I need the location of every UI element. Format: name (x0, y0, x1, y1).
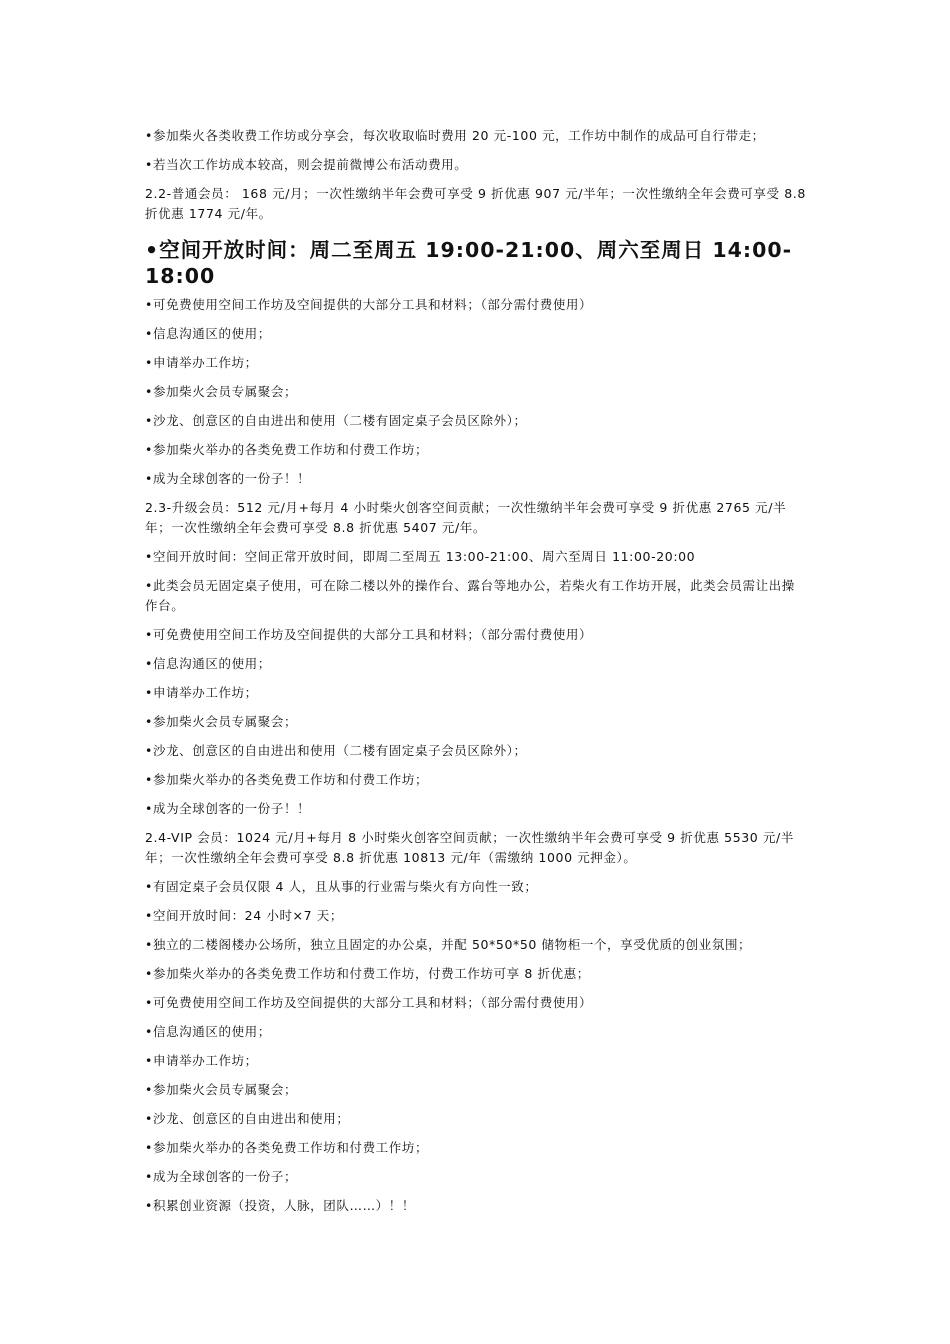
line-gap (145, 1013, 807, 1022)
paragraph-line: 2.4-VIP 会员：1024 元/月+每月 8 小时柴火创客空间贡献；一次性缴纳半年会费可享受 9 折优惠 5530 元/半年；一次性缴纳全年会费可享受 8.8 折优惠 10813 元/年（需缴纳 1000 元押金）。 (145, 830, 794, 865)
line-gap (145, 1042, 807, 1051)
paragraph-line: •参加柴火各类收费工作坊或分享会，每次收取临时费用 20 元-100 元，工作坊中制作的成品可自行带走； (145, 128, 765, 143)
line-gap (145, 431, 807, 440)
line-gap (145, 674, 807, 683)
paragraph-line: •参加柴火举办的各类免费工作坊和付费工作坊； (145, 1140, 429, 1155)
line-gap (145, 1100, 807, 1109)
paragraph-line: •可免费使用空间工作坊及空间提供的大部分工具和材料；（部分需付费使用） (145, 297, 593, 312)
paragraph-line: •参加柴火举办的各类免费工作坊和付费工作坊； (145, 772, 429, 787)
paragraph-line: •沙龙、创意区的自由进出和使用； (145, 1111, 350, 1126)
paragraph-line: •可免费使用空间工作坊及空间提供的大部分工具和材料；（部分需付费使用） (145, 995, 593, 1010)
paragraph-line: •参加柴火会员专属聚会； (145, 1082, 298, 1097)
paragraph-line: •成为全球创客的一份子！！ (145, 471, 311, 486)
paragraph-line: •信息沟通区的使用； (145, 656, 271, 671)
paragraph-line: •可免费使用空间工作坊及空间提供的大部分工具和材料；（部分需付费使用） (145, 627, 593, 642)
paragraph-line: •信息沟通区的使用； (145, 326, 271, 341)
paragraph-line: •有固定桌子会员仅限 4 人，且从事的行业需与柴火有方向性一致； (145, 879, 538, 894)
line-gap (145, 790, 807, 799)
paragraph-line: •独立的二楼阁楼办公场所，独立且固定的办公桌，并配 50*50*50 储物柜一个，享受优质的创业氛围； (145, 937, 752, 952)
paragraph-line: •沙龙、创意区的自由进出和使用（二楼有固定桌子会员区除外）； (145, 413, 527, 428)
paragraph-line: •参加柴火举办的各类免费工作坊和付费工作坊，付费工作坊可享 8 折优惠； (145, 966, 590, 981)
paragraph-line: •积累创业资源（投资，人脉，团队……）！！ (145, 1198, 415, 1213)
paragraph-line: •成为全球创客的一份子； (145, 1169, 298, 1184)
line-gap (145, 1071, 807, 1080)
line-gap (145, 224, 807, 233)
line-gap (145, 732, 807, 741)
paragraph-line: •参加柴火会员专属聚会； (145, 714, 298, 729)
line-gap (145, 926, 807, 935)
paragraph-line: 2.3-升级会员：512 元/月+每月 4 小时柴火创客空间贡献；一次性缴纳半年会费可享受 9 折优惠 2765 元/半年；一次性缴纳全年会费可享受 8.8 折优惠 5407 元/年。 (145, 500, 787, 535)
line-gap (145, 984, 807, 993)
line-gap (145, 616, 807, 625)
paragraph-line: 2.2-普通会员： 168 元/月；一次性缴纳半年会费可享受 9 折优惠 907 元/半年；一次性缴纳全年会费可享受 8.8 折优惠 1774 元/年。 (145, 186, 806, 221)
line-gap (145, 175, 807, 184)
line-gap (145, 460, 807, 469)
line-gap (145, 761, 807, 770)
paragraph-line: •申请举办工作坊； (145, 1053, 258, 1068)
line-gap (145, 538, 807, 547)
paragraph-line: •成为全球创客的一份子！！ (145, 801, 311, 816)
line-gap (145, 897, 807, 906)
paragraph-line: •参加柴火举办的各类免费工作坊和付费工作坊； (145, 442, 429, 457)
paragraph-line: •申请举办工作坊； (145, 355, 258, 370)
paragraph-line: •申请举办工作坊； (145, 685, 258, 700)
paragraph-line: •空间开放时间：24 小时×7 天； (145, 908, 343, 923)
line-gap (145, 1187, 807, 1196)
paragraph-line: •参加柴火会员专属聚会； (145, 384, 298, 399)
line-gap (145, 703, 807, 712)
line-gap (145, 402, 807, 411)
line-gap (145, 819, 807, 828)
line-gap (145, 146, 807, 155)
line-gap (145, 1129, 807, 1138)
section-heading: •空间开放时间：周二至周五 19:00-21:00、周六至周日 14:00-18:00 (145, 238, 793, 288)
line-gap (145, 1158, 807, 1167)
paragraph-line: •空间开放时间：空间正常开放时间，即周二至周五 13:00-21:00、周六至周日 11:00-20:00 (145, 549, 696, 564)
document-body (145, 126, 807, 1216)
line-gap (145, 344, 807, 353)
line-gap (145, 645, 807, 654)
line-gap (145, 567, 807, 576)
line-gap (145, 868, 807, 877)
paragraph-line: •沙龙、创意区的自由进出和使用（二楼有固定桌子会员区除外）； (145, 743, 527, 758)
line-gap (145, 373, 807, 382)
line-gap (145, 955, 807, 964)
line-gap (145, 315, 807, 324)
line-gap (145, 489, 807, 498)
paragraph-line: •信息沟通区的使用； (145, 1024, 271, 1039)
paragraph-line: •此类会员无固定桌子使用，可在除二楼以外的操作台、露台等地办公，若柴火有工作坊开展，此类会员需让出操作台。 (145, 578, 795, 613)
paragraph-line: •若当次工作坊成本较高，则会提前微博公布活动费用。 (145, 157, 468, 172)
